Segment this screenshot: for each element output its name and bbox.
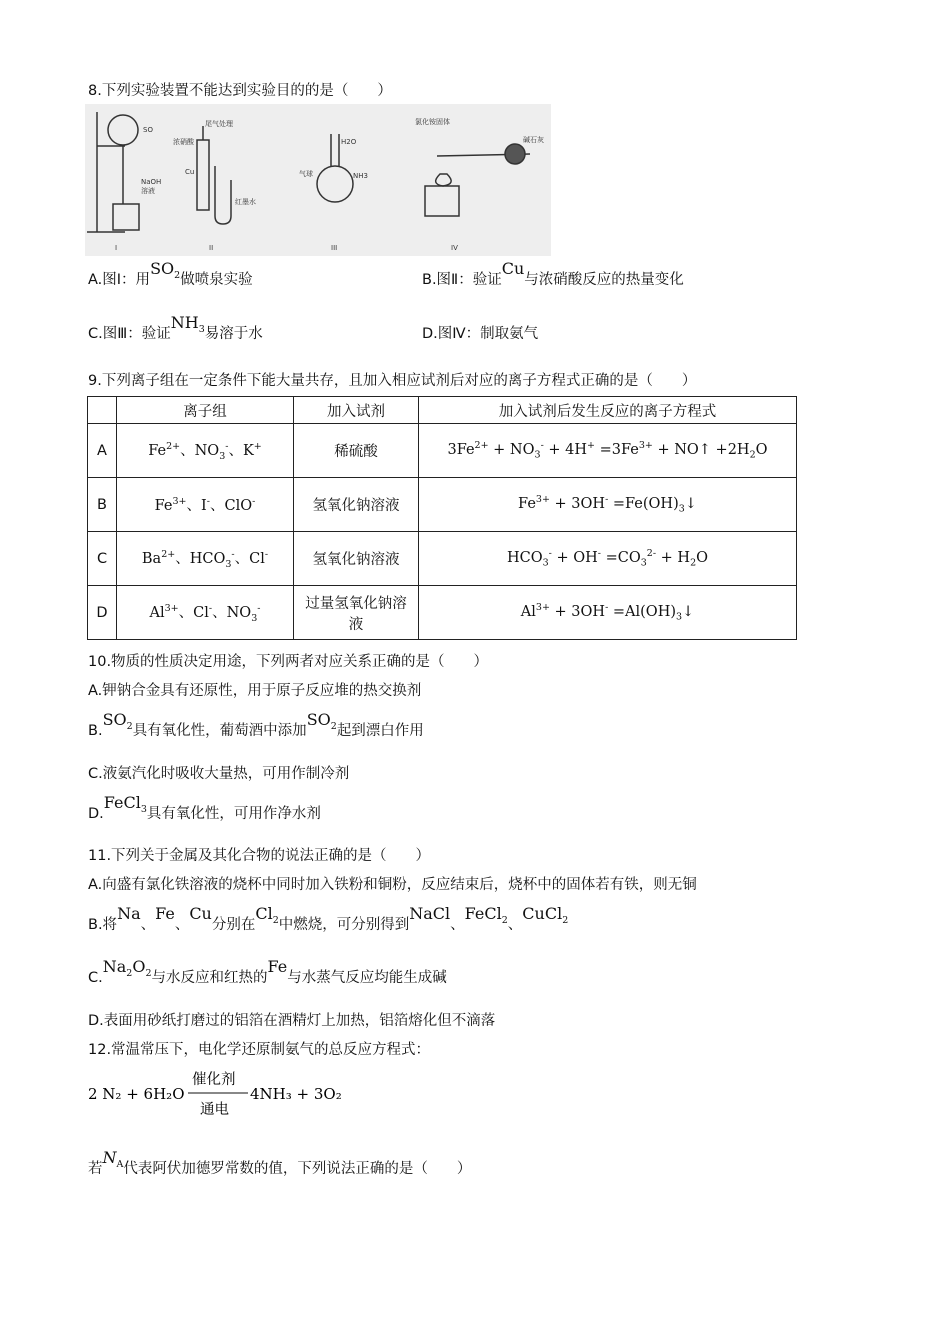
apparatus-figure xyxy=(85,104,551,256)
beaker-1 xyxy=(113,204,139,230)
drying-tube-4 xyxy=(505,144,525,164)
q12-tail: 若$N_A$代表阿伏加德罗常数的值，下列说法正确的是（ ） xyxy=(88,1148,472,1177)
equation-a: $3Fe^{2+} + NO_3^- + 4H^+ =3Fe^{3+}$ + NO↑ $+2H_2O$ xyxy=(419,424,797,478)
q11-option-d: D.表面用砂纸打磨过的铝箔在酒精灯上加热，铝箔熔化但不滴落 xyxy=(88,1013,496,1029)
lamp-4 xyxy=(436,174,452,186)
label-so2: SO xyxy=(143,126,153,134)
row-letter: D xyxy=(88,586,117,640)
q11-option-b: B.将Na、Fe、Cu分别在$Cl_2$中燃烧，可分别得到NaCl、FeCl$_2$、CuCl$_2$ xyxy=(88,904,569,933)
label-naoh2: 溶液 xyxy=(141,187,155,195)
q8-option-c: C.图Ⅲ：验证$NH_3$易溶于水 xyxy=(88,313,263,342)
q8-option-b: B.图Ⅱ：验证Cu与浓硝酸反应的热量变化 xyxy=(422,259,684,288)
q11-option-c: $C.Na_2O_2$与水反应和红热的Fe与水蒸气反应均能生成碱 xyxy=(88,957,447,986)
q10-option-c: C.液氨汽化时吸收大量热，可用作制冷剂 xyxy=(88,766,350,782)
q10-option-a: A.钾钠合金具有还原性，用于原子反应堆的热交换剂 xyxy=(88,683,422,699)
row-letter: B xyxy=(88,478,117,532)
label-tail: 尾气处理 xyxy=(205,120,233,128)
flask-3 xyxy=(317,166,353,202)
q11-option-a: A.向盛有氯化铁溶液的烧杯中同时加入铁粉和铜粉，反应结束后，烧杯中的固体若有铁，则无铜 xyxy=(88,877,697,893)
header-ions: 离子组 xyxy=(117,397,294,424)
equation-b: $Fe^{3+} + 3OH^-$ $=Fe(OH)_3↓$ xyxy=(419,478,797,532)
roman-2: II xyxy=(209,244,214,252)
roman-1: I xyxy=(115,244,118,252)
q10-stem: 10.物质的性质决定用途，下列两者对应关系正确的是（ ） xyxy=(88,654,489,670)
label-balloon: 气球 xyxy=(299,170,313,178)
q11-stem: 11.下列关于金属及其化合物的说法正确的是（ ） xyxy=(88,848,431,864)
eq-electrolysis: 通电 xyxy=(200,1102,229,1118)
test-tube-2 xyxy=(197,140,209,210)
ions-c: $Ba^{2+}$、$HCO_3^-$、Cl- xyxy=(117,532,294,586)
eq-right: 4NH₃ + 3O₂ xyxy=(250,1085,342,1103)
label-naoh: NaOH xyxy=(141,178,162,186)
ions-a: $Fe^{2+}$、$NO_3^-$、K+ xyxy=(117,424,294,478)
row-letter: A xyxy=(88,424,117,478)
label-soda-lime: 碱石灰 xyxy=(523,136,544,144)
equation-d: $Al^{3+} + 3OH^-$ $=Al(OH)_3↓$ xyxy=(419,586,797,640)
reagent-b: 氢氧化钠溶液 xyxy=(294,478,419,532)
label-red-ink: 红墨水 xyxy=(235,198,256,206)
row-letter: C xyxy=(88,532,117,586)
reaction-equation xyxy=(88,1066,358,1120)
eq-left: 2 N₂ + 6H₂O xyxy=(88,1085,185,1103)
flask-1 xyxy=(108,115,138,145)
reagent-a: 稀硫酸 xyxy=(294,424,419,478)
label-cu: Cu xyxy=(185,168,195,176)
q10-option-d: D.FeCl$_3$具有氧化性，可用作净水剂 xyxy=(88,793,321,822)
q8-stem: 8.下列实验装置不能达到实验目的的是（ ） xyxy=(88,83,392,99)
q12-stem: 12.常温常压下，电化学还原制氨气的总反应方程式： xyxy=(88,1042,431,1058)
roman-4: IV xyxy=(451,244,458,252)
ions-d: $Al^{3+}$、Cl-、$NO_3^-$ xyxy=(117,586,294,640)
block-4 xyxy=(425,186,459,216)
equation-c: $HCO_3^- + OH^- =CO_3^{2-} + H_2O$ xyxy=(419,532,797,586)
eq-catalyst: 催化剂 xyxy=(192,1072,236,1088)
reagent-d: 过量氢氧化钠溶 液 xyxy=(294,586,419,640)
header-reagent: 加入试剂 xyxy=(294,397,419,424)
q8-option-d: D.图Ⅳ：制取氨气 xyxy=(422,326,539,342)
header-equation: 加入试剂后发生反应的离子方程式 xyxy=(419,397,797,424)
reagent-c: 氢氧化钠溶液 xyxy=(294,532,419,586)
label-nh3: NH3 xyxy=(353,172,368,180)
ion-table xyxy=(87,396,797,640)
roman-3: III xyxy=(331,244,338,252)
q10-option-b: $B.SO_2$具有氧化性，葡萄酒中添加$SO_2$起到漂白作用 xyxy=(88,710,424,739)
label-conc: 浓硝酸 xyxy=(173,138,194,146)
q8-option-a: A.图Ⅰ：用$SO_2$做喷泉实验 xyxy=(88,259,253,288)
ions-b: $Fe^{3+}$、I-、ClO- xyxy=(117,478,294,532)
label-h2o: H2O xyxy=(341,138,357,146)
label-nh4cl: 氯化铵固体 xyxy=(415,118,450,126)
q9-stem: 9.下列离子组在一定条件下能大量共存，且加入相应试剂后对应的离子方程式正确的是（ ） xyxy=(88,373,697,389)
u-tube-2 xyxy=(215,166,231,224)
